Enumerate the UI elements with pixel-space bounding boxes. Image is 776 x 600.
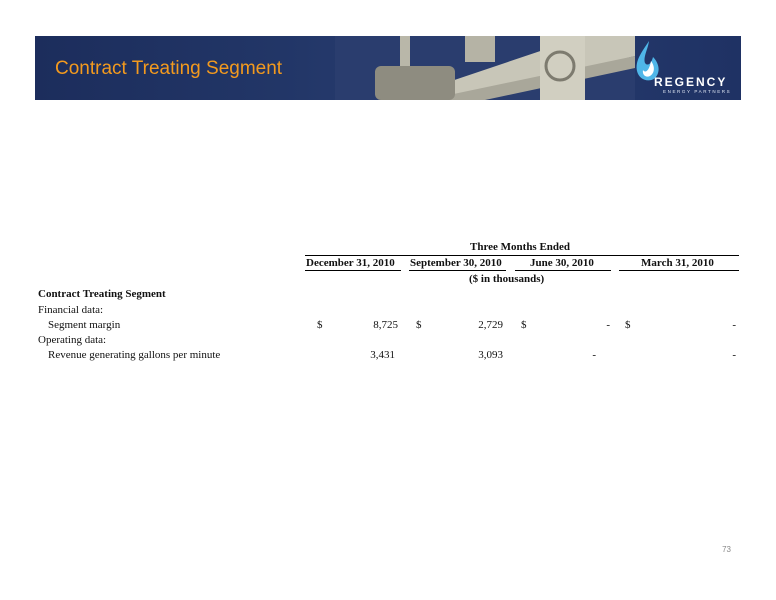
- logo-wordmark: REGENCY: [654, 75, 728, 89]
- currency-symbol: $: [317, 319, 323, 331]
- gallons-jun-2010: -: [592, 349, 596, 361]
- column-header-dec-2010: December 31, 2010: [306, 257, 395, 269]
- segment-margin-dec-2010: 8,725: [373, 319, 398, 331]
- units-note: ($ in thousands): [469, 273, 545, 285]
- currency-symbol: $: [521, 319, 527, 331]
- column-header-mar-2010: March 31, 2010: [641, 257, 714, 269]
- financial-data-label: Financial data:: [38, 304, 104, 316]
- regency-logo: [631, 36, 741, 100]
- column-rule-sep: [409, 270, 506, 271]
- gallons-dec-2010: 3,431: [370, 349, 395, 361]
- logo-subtitle: ENERGY PARTNERS: [663, 89, 732, 94]
- column-header-jun-2010: June 30, 2010: [530, 257, 594, 269]
- segment-margin-sep-2010: 2,729: [478, 319, 503, 331]
- segment-margin-mar-2010: -: [732, 319, 736, 331]
- column-rule-jun: [515, 270, 611, 271]
- gallons-mar-2010: -: [732, 349, 736, 361]
- header-banner: [35, 36, 741, 100]
- table-group-header: Three Months Ended: [470, 241, 571, 253]
- column-rule-mar: [619, 270, 739, 271]
- column-rule-dec: [305, 270, 401, 271]
- gallons-label: Revenue generating gallons per minute: [48, 349, 221, 361]
- segment-margin-label: Segment margin: [48, 319, 121, 331]
- group-header-rule: [305, 255, 739, 256]
- currency-symbol: $: [416, 319, 422, 331]
- section-title: Contract Treating Segment: [38, 288, 166, 300]
- segment-margin-jun-2010: -: [606, 319, 610, 331]
- pipeline-photo: [335, 36, 635, 100]
- operating-data-label: Operating data:: [38, 334, 107, 346]
- column-header-sep-2010: September 30, 2010: [410, 257, 502, 269]
- page-number: 73: [722, 545, 731, 554]
- gallons-sep-2010: 3,093: [478, 349, 503, 361]
- currency-symbol: $: [625, 319, 631, 331]
- page-title: Contract Treating Segment: [55, 58, 283, 79]
